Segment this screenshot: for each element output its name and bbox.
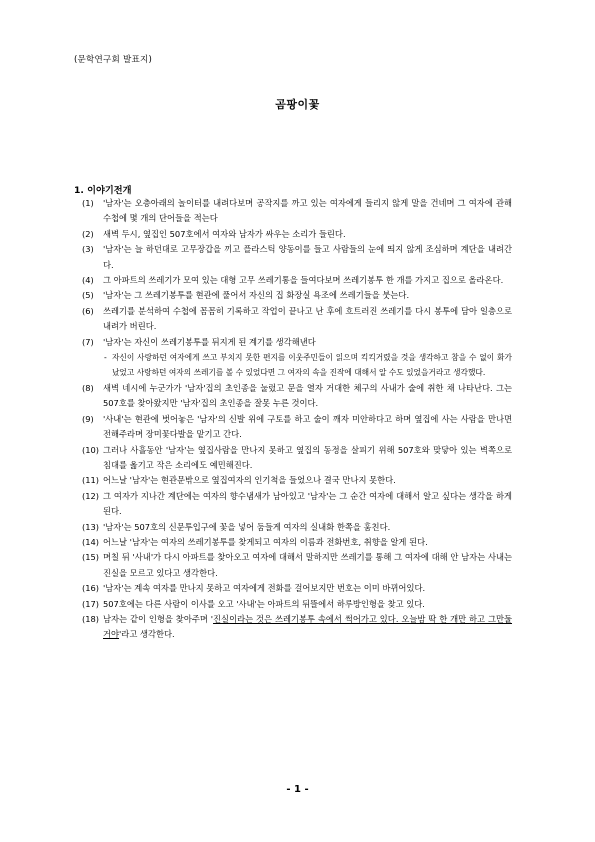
item-text: 어느날 '남자'는 현관문밖으로 옆집여자의 인기척을 들었으나 결국 만나지 못한다. bbox=[103, 475, 396, 486]
item-number: (12) bbox=[82, 490, 100, 501]
item-number: (9) bbox=[82, 413, 94, 424]
item-text: 며칠 뒤 '사내'가 다시 아파트를 찾아오고 여자에 대해서 말하지만 쓰레기를 통해 그 여자에 대해 안 남자는 사내는 진실을 모르고 있다고 생각한다. bbox=[103, 552, 512, 578]
item-number: (11) bbox=[82, 475, 100, 486]
item-text-pre: 남자는 같이 인형을 찾아주며 ' bbox=[103, 613, 214, 624]
underlined-quote: 진실이라는 것은 쓰레기봉투 속에서 썩어가고 있다. 오늘밤 딱 한 개만 하고 그만둘거야 bbox=[103, 613, 513, 640]
item-number: (2) bbox=[82, 228, 94, 239]
list-item bbox=[82, 196, 512, 227]
list-item bbox=[82, 535, 512, 550]
list-item bbox=[82, 227, 512, 242]
list-item bbox=[82, 612, 512, 643]
list-item bbox=[82, 288, 512, 303]
list-item bbox=[82, 520, 512, 535]
item-number: (1) bbox=[82, 198, 94, 208]
item-number: (13) bbox=[82, 521, 100, 532]
item-text: '남자'는 자신이 쓰레기봉투를 뒤지게 된 계기를 생각해낸다 bbox=[103, 336, 316, 347]
item-number: (16) bbox=[82, 583, 100, 594]
item-text: 그 여자가 지나간 계단에는 여자의 향수냄새가 남아있고 '남자'는 그 순간 여자에 대해서 알고 싶다는 생각을 하게 된다. bbox=[103, 490, 512, 517]
item-number: (8) bbox=[82, 382, 94, 393]
sub-item bbox=[82, 350, 512, 381]
list-item bbox=[82, 412, 512, 443]
item-number: (17) bbox=[82, 598, 100, 609]
list-item bbox=[82, 597, 512, 612]
sub-item-text: 자신이 사랑하던 여자에게 쓰고 부치지 못한 편지를 이웃주민들이 읽으며 킥킥거렸을 것을 생각하고 참을 수 없이 화가 났었고 사랑하던 여자의 쓰레기를 볼 수 있었다면 그 여자의 속을 진작에 대해서 알 수도 있었을거라고 생각했다. bbox=[112, 353, 512, 378]
item-text: '남자'는 오층아래의 놀이터를 내려다보며 공작지를 까고 있는 여자에게 들리지 않게 말을 건네며 그 여자에 관해 수첩에 몇 개의 단어들을 적는다 bbox=[103, 198, 512, 224]
list-item bbox=[82, 489, 512, 520]
item-text: '남자'는 그 쓰레기봉투를 현관에 풀어서 자신의 집 화장실 욕조에 쓰레기들을 붓는다. bbox=[103, 290, 410, 301]
item-number: (10) bbox=[82, 444, 100, 455]
item-number: (6) bbox=[82, 305, 94, 316]
item-number: (15) bbox=[82, 552, 100, 563]
document-title: 곰팡이꽃 bbox=[275, 98, 320, 111]
item-text: 507호에는 다른 사람이 이사를 오고 '사내'는 아파트의 뒤뜰에서 하루방인형을 찾고 있다. bbox=[103, 598, 425, 609]
list-item bbox=[82, 304, 512, 335]
list-item bbox=[82, 242, 512, 273]
story-outline-list bbox=[82, 196, 512, 643]
item-text: '남자'는 계속 여자를 만나지 못하고 여자에게 전화를 걸어보지만 번호는 이미 바뀌어있다. bbox=[103, 583, 426, 594]
item-text: '사내'는 현관에 벗어놓은 '남자'의 신발 위에 구토를 하고 술이 깨자 미안하다고 하며 옆집에 사는 사람을 만나면 전해주라며 장미꽃다발을 맡기고 간다. bbox=[103, 413, 512, 440]
list-item bbox=[82, 581, 512, 596]
list-item bbox=[82, 550, 512, 581]
dash-bullet: - bbox=[104, 353, 107, 363]
list-item bbox=[82, 335, 512, 350]
list-item bbox=[82, 273, 512, 288]
item-text: 그 아파트의 쓰레기가 모여 있는 대형 고무 쓰레기통을 들여다보며 쓰레기봉투 한 개를 가지고 집으로 올라온다. bbox=[103, 275, 504, 286]
item-number: (3) bbox=[82, 244, 94, 255]
item-number: (5) bbox=[82, 290, 94, 301]
list-item bbox=[82, 381, 512, 412]
page-number: - 1 - bbox=[286, 784, 309, 795]
item-text: 쓰레기를 분석하여 수첩에 꼼꼼히 기록하고 작업이 끝나고 난 후에 흐트러진 쓰레기를 다시 봉투에 담아 일층으로 내려가 버린다. bbox=[103, 305, 512, 332]
list-item bbox=[82, 443, 512, 474]
item-number: (4) bbox=[82, 275, 94, 286]
item-text-post: '라고 생각한다. bbox=[119, 629, 175, 640]
item-text: 새벽 두시, 옆집인 507호에서 여자와 남자가 싸우는 소리가 들린다. bbox=[103, 228, 346, 239]
item-number: (14) bbox=[82, 536, 100, 547]
item-text: 새벽 네시에 누군가가 '남자'집의 초인종을 눌렀고 문을 열자 거대한 체구의 사내가 술에 취한 채 나타난다. 그는 507호를 찾아왔지만 '남자'집의 초인종을 잘못 누른 것이다. bbox=[103, 382, 512, 409]
item-text: '남자'는 늘 하던대로 고무장갑을 끼고 플라스틱 양동이를 들고 사람들의 눈에 띄지 않게 조심하며 계단을 내려간다. bbox=[103, 244, 512, 270]
item-text: '남자'는 507호의 신문투입구에 꽃을 넣어 둠들게 여자의 실내화 한쪽을 훔친다. bbox=[103, 521, 391, 532]
item-text: 어느날 '남자'는 여자의 쓰레기봉투를 찾게되고 여자의 이름과 전화번호, 취향을 알게 된다. bbox=[103, 536, 428, 547]
list-item bbox=[82, 473, 512, 488]
item-text: 그러나 사흘동안 '남자'는 옆집사람을 만나지 못하고 옆집의 동정을 살피기 위해 507호와 맞닿아 있는 벽쪽으로 침대를 옮기고 작은 소리에도 예민해진다. bbox=[103, 444, 512, 470]
section-heading: 1. 이야기전개 bbox=[74, 185, 132, 196]
item-number: (18) bbox=[82, 613, 100, 624]
header-note: (문학연구회 발표지) bbox=[74, 55, 153, 65]
item-number: (7) bbox=[82, 336, 94, 347]
